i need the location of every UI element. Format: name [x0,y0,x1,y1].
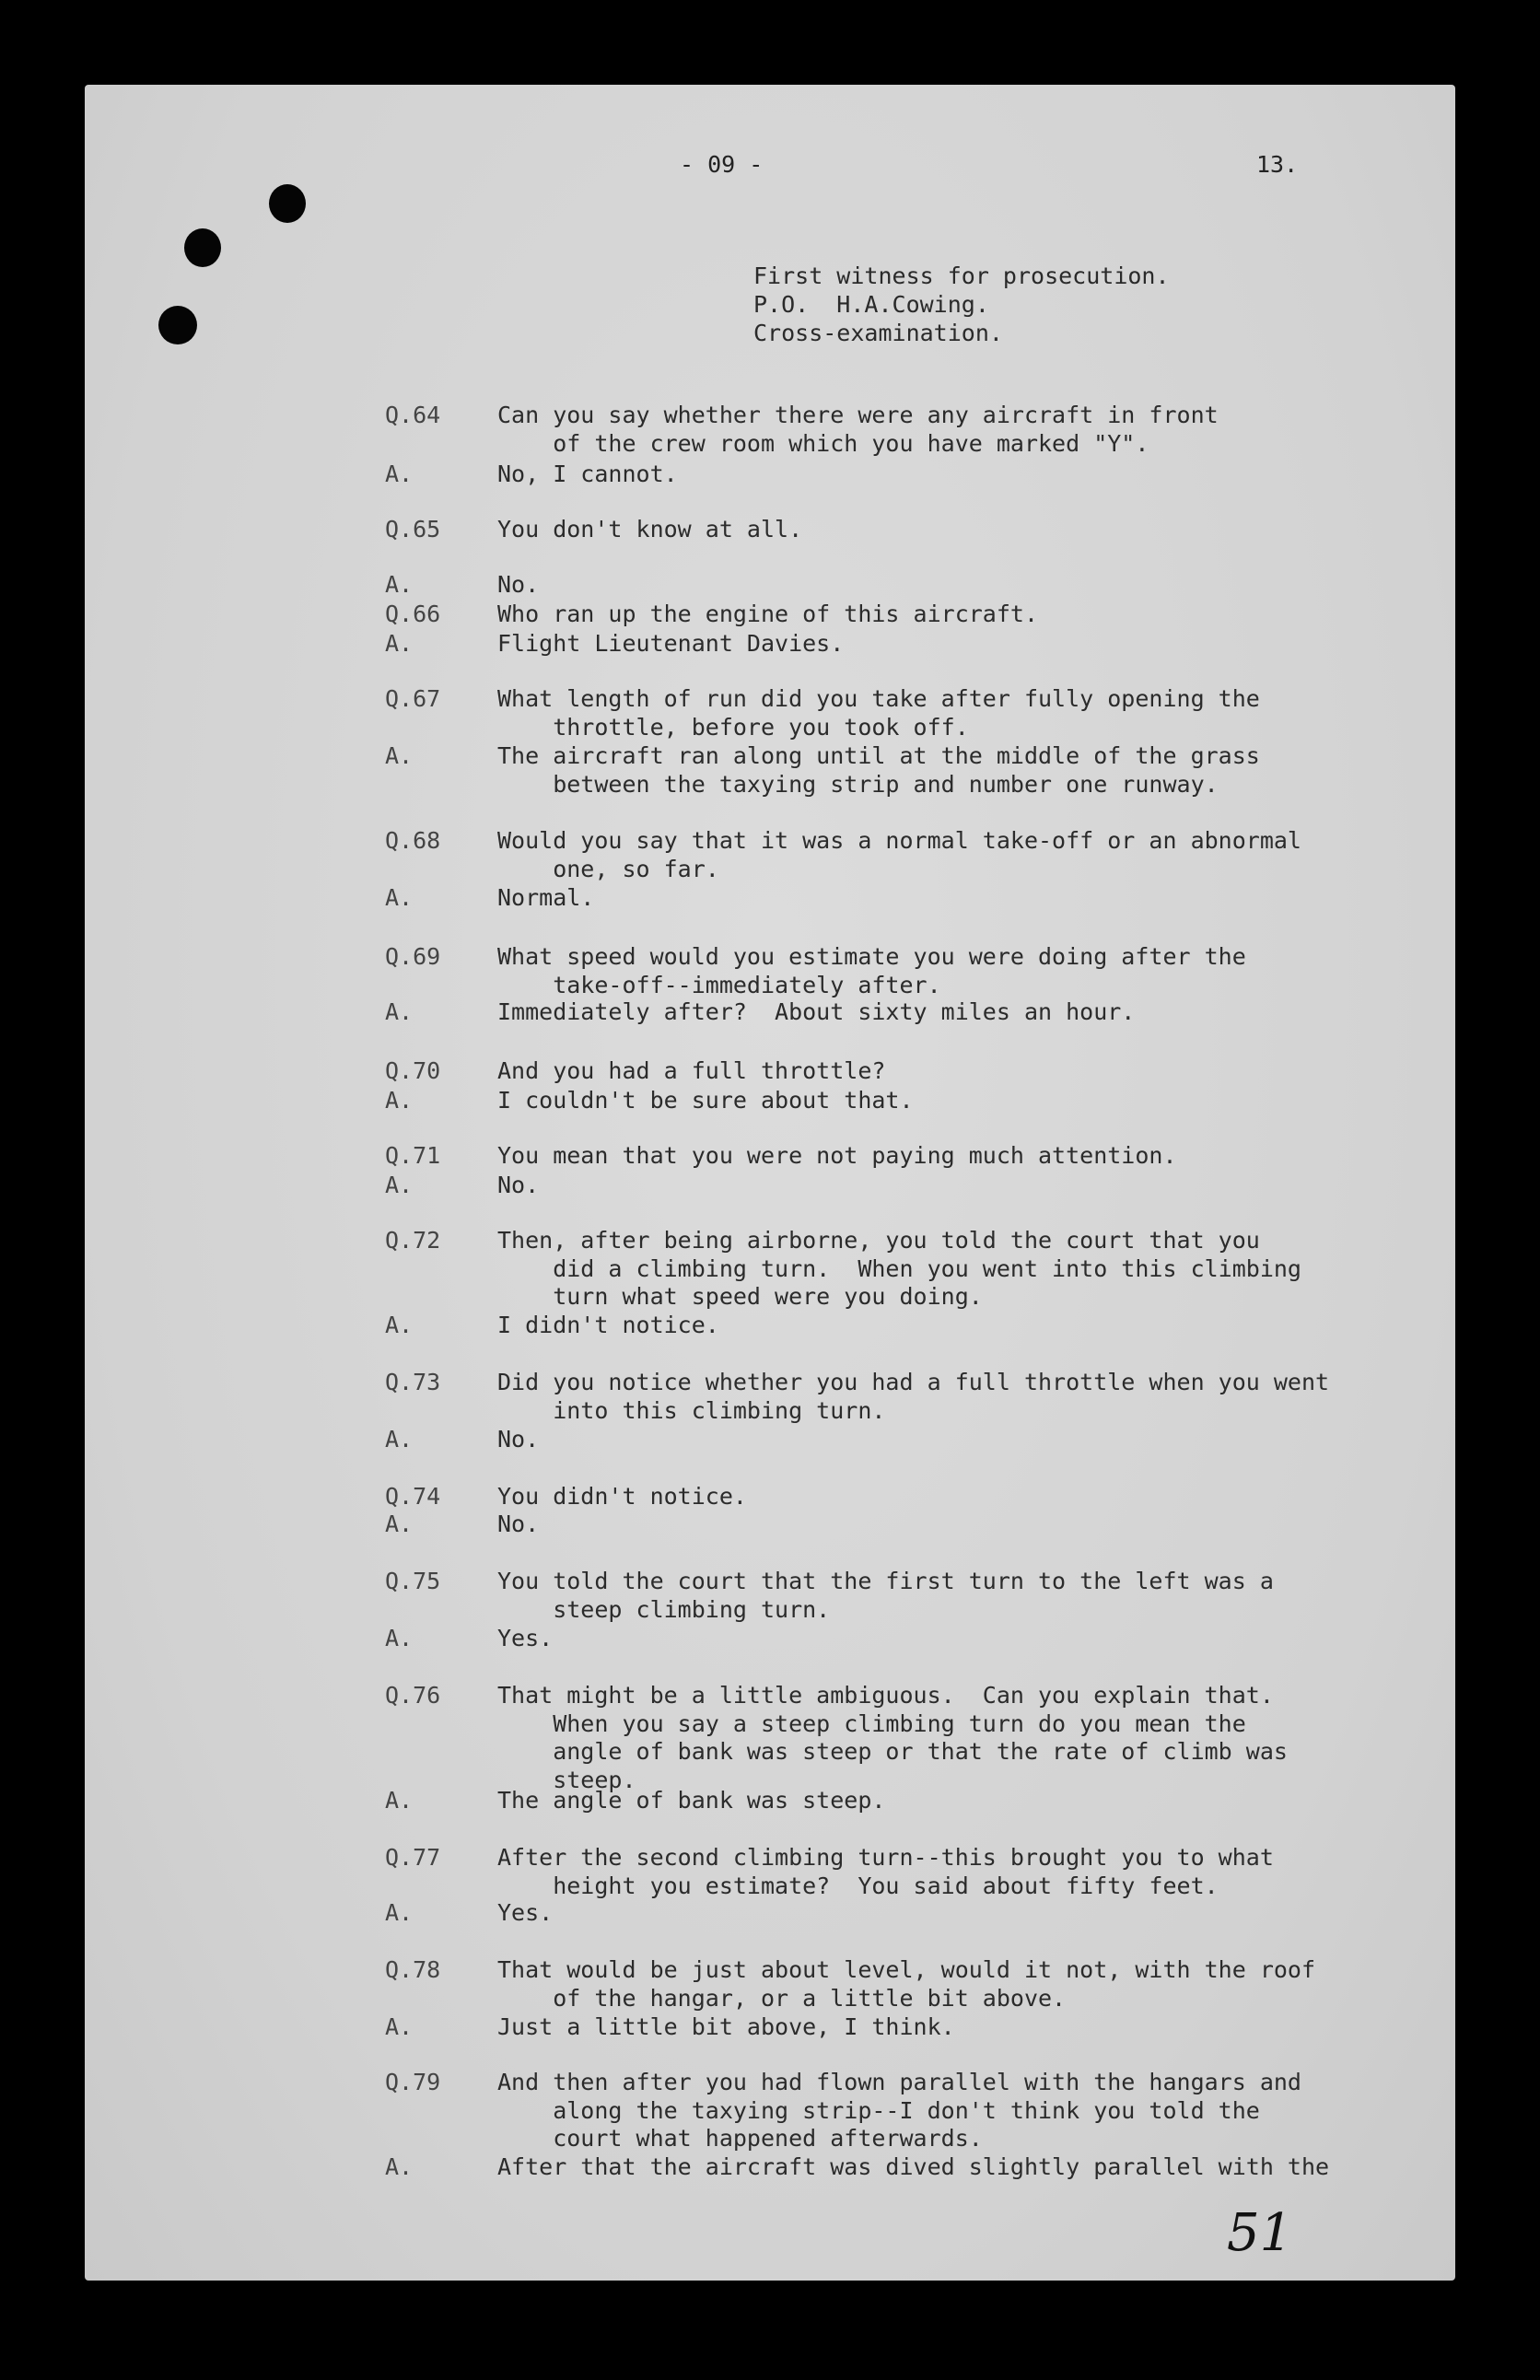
entry-line: What speed would you estimate you were doing after the [497,943,1246,970]
entry-label: Q.73 [385,1369,441,1395]
entry-line: throttle, before you took off. [497,713,969,741]
entry-text [497,1844,1274,1900]
entry-text [497,1426,539,1454]
entry-line: You told the court that the first turn to the left was a [497,1568,1274,1594]
entry-label: A. [385,571,414,598]
entry-label: Q.66 [385,601,441,627]
entry-line: Just a little bit above, I think. [497,2013,955,2040]
entry-line: Can you say whether there were any aircraft in front [497,402,1219,428]
entry-label: Q.76 [385,1682,441,1709]
entry-text [497,571,539,600]
entry-label: A. [385,742,414,769]
entry-line: No. [497,1426,540,1452]
entry-label: A. [385,1172,414,1198]
entry-line: The aircraft ran along until at the middle of the grass [497,742,1260,769]
entry-line: When you say a steep climbing turn do you mean the [497,1709,1246,1737]
entry-line: of the hangar, or a little bit above. [497,1984,1067,2012]
entry-line: Yes. [497,1899,554,1926]
entry-text [497,1483,747,1511]
entry-text [497,1142,1177,1171]
entry-label: Q.71 [385,1142,441,1169]
entry-text [497,1172,539,1200]
entry-line: After the second climbing turn--this brought you to what [497,1844,1274,1871]
entry-text [497,685,1260,741]
entry-label: A. [385,1625,414,1651]
entry-text [497,1087,914,1115]
entry-label: A. [385,884,414,911]
entry-line: What length of run did you take after fully opening the [497,685,1260,712]
entry-line: You mean that you were not paying much attention. [497,1142,1177,1169]
entry-text [497,1625,553,1653]
entry-text [497,1369,1329,1425]
entry-text [497,516,802,544]
entry-label: A. [385,630,414,657]
entry-label: A. [385,1511,414,1537]
entry-text [497,1057,885,1086]
entry-line: That might be a little ambiguous. Can you explain that. [497,1682,1274,1709]
entry-text [497,1568,1274,1624]
entry-label: A. [385,461,414,487]
entry-line: Who ran up the engine of this aircraft. [497,601,1038,627]
heading-line: Cross-examination. [753,320,1003,346]
entry-label: A. [385,2153,414,2180]
entry-line: court what happened afterwards. [497,2125,983,2152]
entry-label: A. [385,1787,414,1814]
entry-label: Q.79 [385,2069,441,2095]
entry-line: No. [497,1172,540,1198]
entry-line: No, I cannot. [497,461,678,487]
entry-line: After that the aircraft was dived slightly parallel with the [497,2153,1330,2180]
entry-line: Immediately after? About sixty miles an hour. [497,998,1136,1025]
heading-line: First witness for prosecution. [753,262,1170,289]
entry-line: between the taxying strip and number one runway. [497,770,1219,798]
entry-label: A. [385,1087,414,1114]
entry-line: I couldn't be sure about that. [497,1087,914,1114]
entry-line: into this climbing turn. [497,1396,886,1424]
entry-line: Then, after being airborne, you told the court that you [497,1227,1260,1254]
entry-line: steep climbing turn. [497,1595,831,1623]
entry-label: Q.70 [385,1057,441,1084]
entry-line: No. [497,571,540,598]
entry-text [497,601,1038,629]
entry-line: turn what speed were you doing. [497,1283,983,1310]
entry-text [497,1682,1288,1794]
entry-line: No. [497,1511,540,1537]
entry-label: Q.72 [385,1227,441,1254]
entry-text [497,998,1135,1027]
entry-text [497,630,844,659]
entry-line: angle of bank was steep or that the rate of climb was [497,1738,1288,1765]
entry-label: A. [385,1312,414,1338]
entry-text [497,461,678,489]
entry-text [497,1956,1315,2012]
entry-label: Q.68 [385,827,441,854]
entry-text [497,1312,719,1340]
entry-line: Normal. [497,884,595,911]
page-number-right: 13. [1256,151,1299,178]
entry-line: along the taxying strip--I don't think you told the [497,2096,1260,2124]
entry-text [497,1899,553,1928]
page-number-center: - 09 - [680,151,764,178]
entry-line: I didn't notice. [497,1312,719,1338]
entry-text [497,2153,1329,2182]
entry-label: Q.78 [385,1956,441,1983]
entry-label: Q.64 [385,402,441,428]
entry-line: That would be just about level, would it not, with the roof [497,1956,1316,1983]
entry-label: Q.65 [385,516,441,542]
entry-line: of the crew room which you have marked "Y". [497,429,1149,457]
entry-text [497,827,1301,883]
entry-line: did a climbing turn. When you went into this climbing [497,1254,1301,1282]
entry-label: A. [385,1899,414,1926]
entry-line: Yes. [497,1625,554,1651]
entry-line: You didn't notice. [497,1483,747,1510]
entry-line: You don't know at all. [497,516,803,542]
entry-label: Q.74 [385,1483,441,1510]
entry-line: height you estimate? You said about fifty feet. [497,1872,1219,1899]
entry-label: Q.75 [385,1568,441,1594]
entry-line: Would you say that it was a normal take-off or an abnormal [497,827,1301,854]
entry-line: Did you notice whether you had a full throttle when you went [497,1369,1330,1395]
entry-text [497,1227,1301,1312]
entry-label: A. [385,998,414,1025]
entry-text [497,402,1219,458]
entry-text [497,2013,955,2042]
entry-label: A. [385,2013,414,2040]
entry-text [497,943,1246,999]
entry-label: Q.77 [385,1844,441,1871]
entry-label: Q.69 [385,943,441,970]
entry-label: A. [385,1426,414,1452]
entry-text [497,742,1260,799]
entry-line: take-off--immediately after. [497,971,941,998]
entry-line: The angle of bank was steep. [497,1787,886,1814]
entry-text [497,1511,539,1539]
entry-text [497,2069,1301,2153]
entry-text [497,1787,885,1815]
entry-label: Q.67 [385,685,441,712]
entry-line: And you had a full throttle? [497,1057,886,1084]
entry-line: And then after you had flown parallel with the hangars and [497,2069,1301,2095]
heading-line: P.O. H.A.Cowing. [753,291,989,318]
entry-line: one, so far. [497,855,719,882]
handwritten-note: 51 [1227,2203,1293,2263]
entry-line: Flight Lieutenant Davies. [497,630,845,657]
entry-line: steep. [497,1766,636,1793]
entry-text [497,884,594,913]
